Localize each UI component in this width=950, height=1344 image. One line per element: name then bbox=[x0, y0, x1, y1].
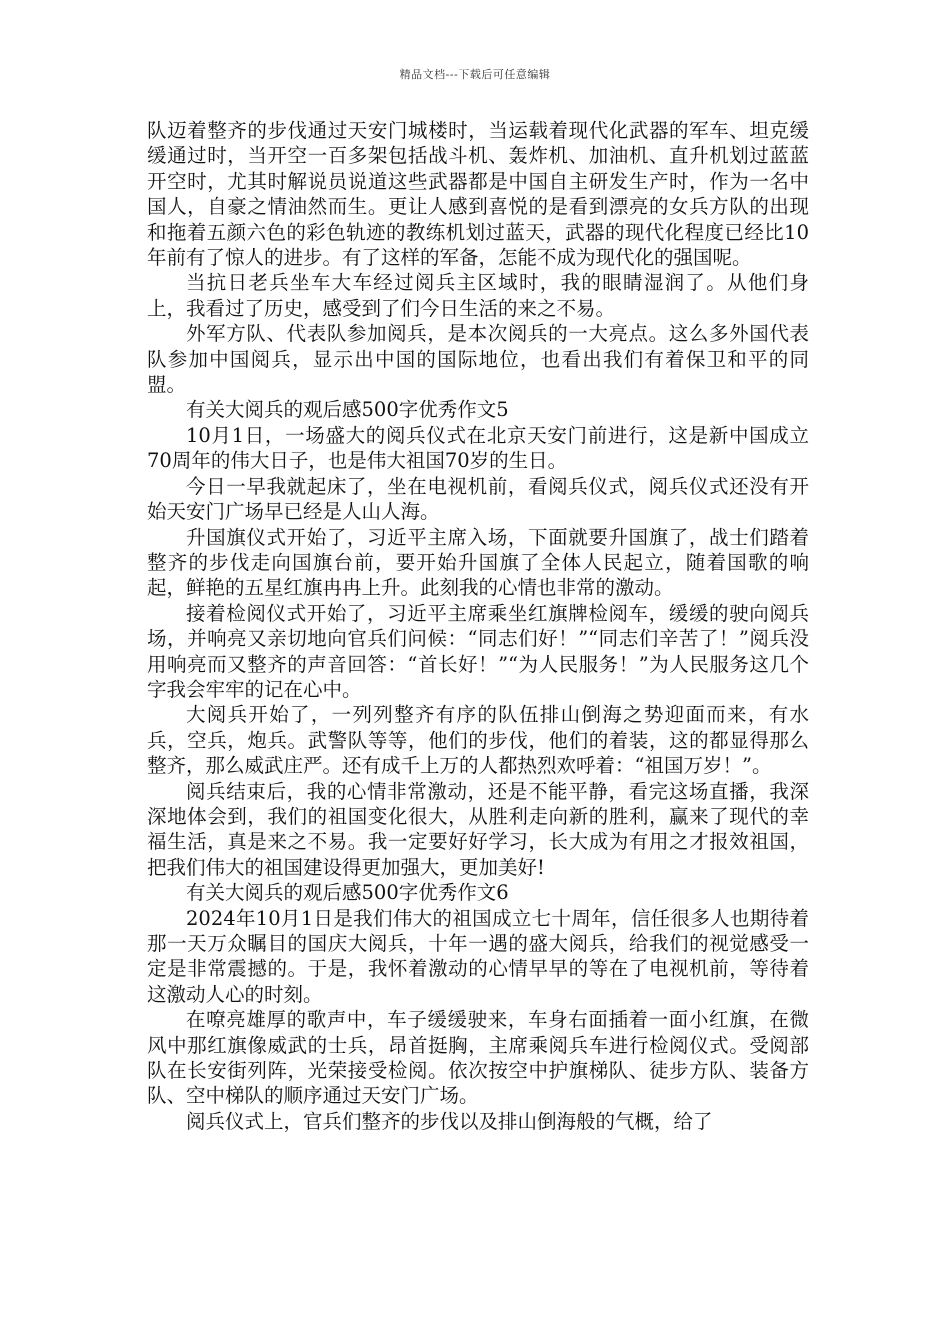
paragraph: 有关大阅兵的观后感500字优秀作文6 bbox=[186, 881, 509, 905]
paragraph: 队迈着整齐的步伐通过天安门城楼时，当运载着现代化武器的军车、坦克缓缓通过时，当开空一百多架包括战斗机、轰炸机、加油机、直升机划过蓝蓝开空时，尤其时解说员说道这些武器都是中国自主研发生产时，作为一名中国人，自豪之情油然而生。更让人感到喜悦的是看到漂亮的女兵方队的出现和拖着五颜六色的彩色轨迹的教练机划过蓝天，武器的现代化程度已经比10年前有了惊人的进步。有了这样的军备，怎能不成为现代化的强国呢。 bbox=[147, 119, 809, 270]
paragraph: 当抗日老兵坐车大车经过阅兵主区域时，我的眼睛湿润了。从他们身上，我看过了历史，感受到了们今日生活的来之不易。 bbox=[147, 271, 809, 320]
document-body bbox=[147, 118, 809, 1134]
paragraph: 外军方队、代表队参加阅兵，是本次阅兵的一大亮点。这么多外国代表队参加中国阅兵，显示出中国的国际地位，也看出我们有着保卫和平的同盟。 bbox=[147, 322, 809, 397]
paragraph: 2024年10月1日是我们伟大的祖国成立七十周年，信任很多人也期待着那一天万众瞩目的国庆大阅兵，十年一遇的盛大阅兵，给我们的视觉感受一定是非常震撼的。于是，我怀着激动的心情早早的等在了电视机前，等待着这激动人心的时刻。 bbox=[147, 906, 809, 1006]
paragraph: 阅兵结束后，我的心情非常激动，还是不能平静，看完这场直播，我深深地体会到，我们的祖国变化很大，从胜利走向新的胜利，赢来了现代的幸福生活，真是来之不易。我一定要好好学习，长大成为有用之才报效祖国，把我们伟大的祖国建设得更加强大，更加美好! bbox=[147, 779, 809, 879]
paragraph: 有关大阅兵的观后感500字优秀作文5 bbox=[186, 398, 509, 422]
paragraph: 今日一早我就起床了，坐在电视机前，看阅兵仪式，阅兵仪式还没有开始天安门广场早已经是人山人海。 bbox=[147, 474, 809, 524]
paragraph: 10月1日，一场盛大的阅兵仪式在北京天安门前进行，这是新中国成立70周年的伟大日子，也是伟大祖国70岁的生日。 bbox=[147, 423, 809, 473]
paragraph: 在嘹亮雄厚的歌声中，车子缓缓驶来，车身右面插着一面小红旗，在微风中那红旗像威武的士兵，昂首挺胸，主席乘阅兵车进行检阅仪式。受阅部队在长安街列阵，光荣接受检阅。依次按空中护旗梯队、徒步方队、装备方队、空中梯队的顺序通过天安门广场。 bbox=[147, 1008, 809, 1108]
paragraph: 升国旗仪式开始了，习近平主席入场，下面就要升国旗了，战士们踏着整齐的步伐走向国旗台前，要开始升国旗了全体人民起立，随着国歌的响起，鲜艳的五星红旗冉冉上升。此刻我的心情也非常的激动。 bbox=[147, 525, 809, 600]
page-header: 精品文档---下载后可任意编辑 bbox=[399, 68, 551, 81]
paragraph: 阅兵仪式上，官兵们整齐的步伐以及排山倒海般的气概，给了 bbox=[186, 1109, 713, 1133]
paragraph: 大阅兵开始了，一列列整齐有序的队伍排山倒海之势迎面而来，有水兵，空兵，炮兵。武警队等等，他们的步伐，他们的着装，这的都显得那么整齐，那么威武庄严。还有成千上万的人都热烈欢呼着：“祖国万岁！”。 bbox=[147, 703, 809, 778]
paragraph: 接着检阅仪式开始了，习近平主席乘坐红旗牌检阅车，缓缓的驶向阅兵场，并响亮又亲切地向官兵们问候：“同志们好！”“同志们辛苦了！”阅兵没用响亮而又整齐的声音回答：“首长好！”“为人民服务！”为人民服务这几个字我会牢牢的记在心中。 bbox=[147, 601, 809, 701]
